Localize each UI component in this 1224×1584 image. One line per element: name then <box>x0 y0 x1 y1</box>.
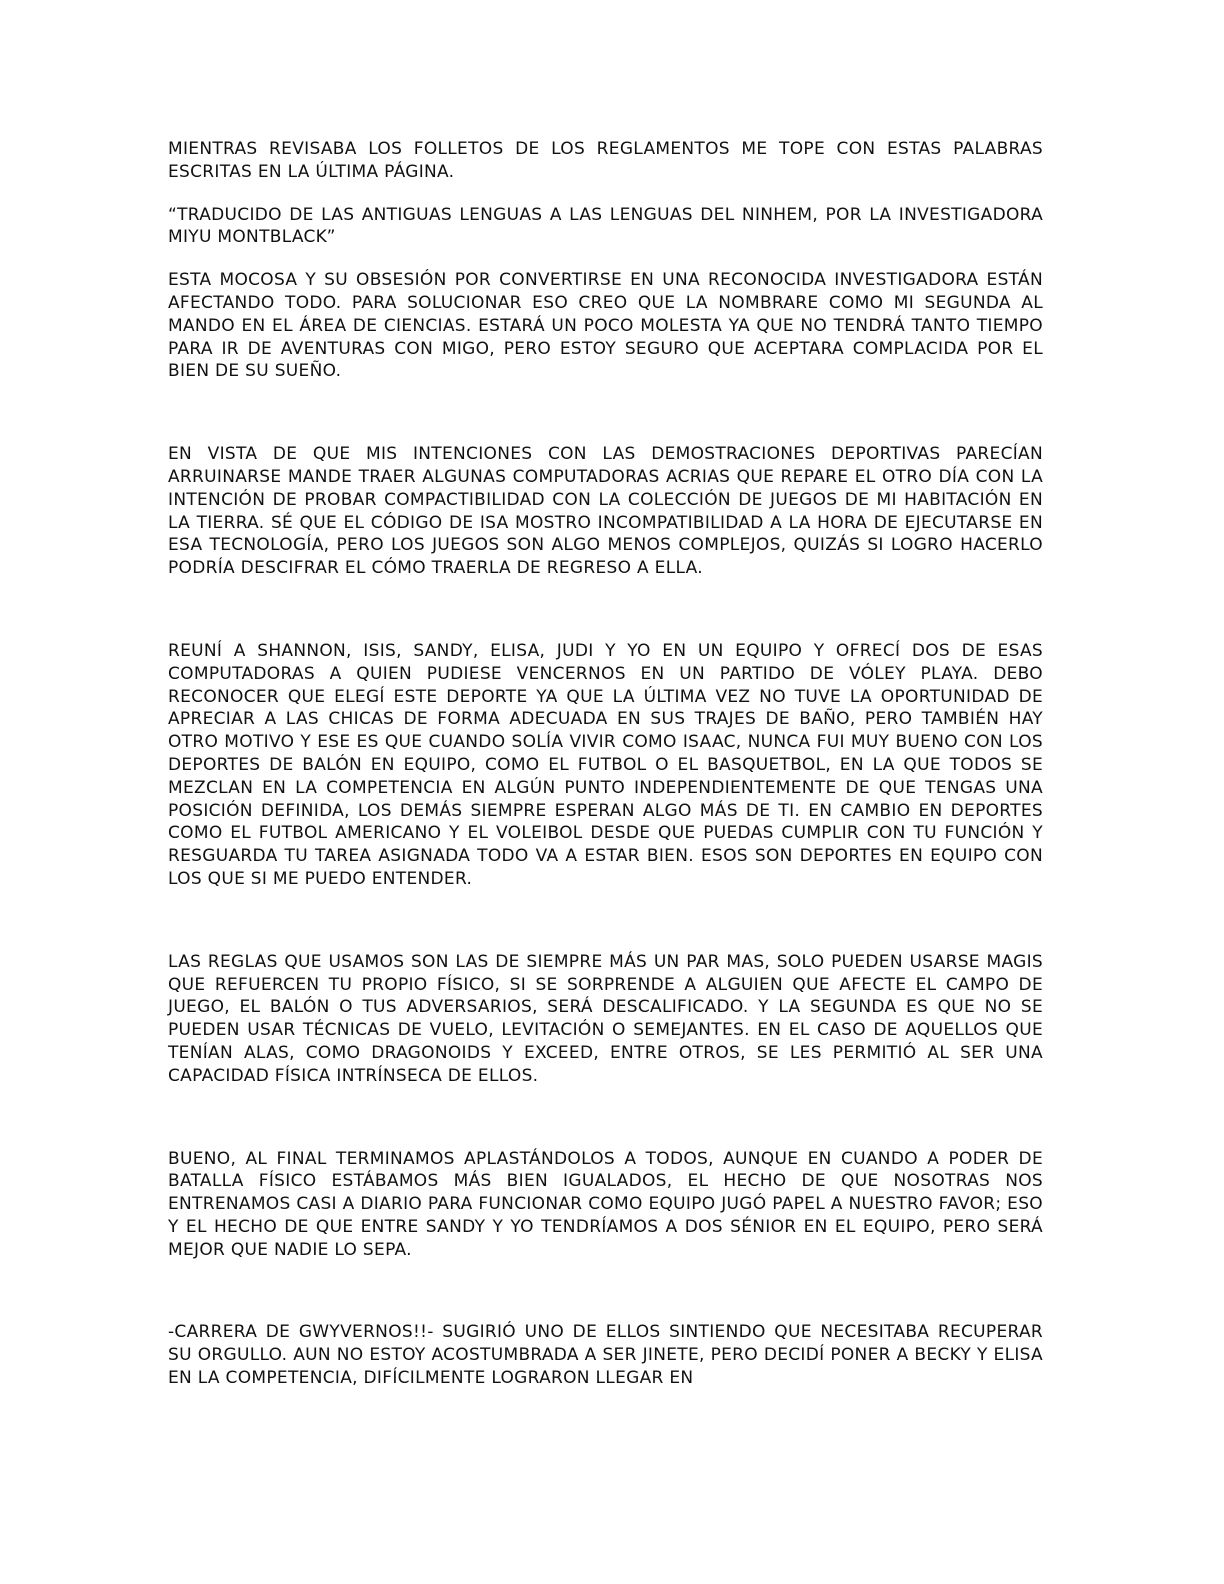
document-page <box>168 138 1043 1390</box>
paragraph-computers: EN VISTA DE QUE MIS INTENCIONES CON LAS DEMOSTRACIONES DEPORTIVAS PARECÍAN ARRUINARSE MANDE TRAER ALGUNAS COMPUTADORAS ACRIAS QUE REPARE EL OTRO DÍA CON LA INTENCIÓN DE PROBAR COMPACTIBILIDAD CON LA COLECCIÓN DE JUEGOS DE MI HABITACIÓN EN LA TIERRA. SÉ QUE EL CÓDIGO DE ISA MOSTRO INCOMPATIBILIDAD A LA HORA DE EJECUTARSE EN ESA TECNOLOGÍA, PERO LOS JUEGOS SON ALGO MENOS COMPLEJOS, QUIZÁS SI LOGRO HACERLO PODRÍA DESCIFRAR EL CÓMO TRAERLA DE REGRESO A ELLA. <box>168 444 1043 579</box>
paragraph-quote: “TRADUCIDO DE LAS ANTIGUAS LENGUAS A LAS LENGUAS DEL NINHEM, POR LA INVESTIGADORA MIYU MONTBLACK” <box>168 204 1043 248</box>
paragraph-race: -CARRERA DE GWYVERNOS!!- SUGIRIÓ UNO DE ELLOS SINTIENDO QUE NECESITABA RECUPERAR SU ORGULLO. AUN NO ESTOY ACOSTUMBRADA A SER JINETE, PERO DECIDÍ PONER A BECKY Y ELISA EN LA COMPETENCIA, DIFÍCILMENTE LOGRARON LLEGAR EN <box>168 1322 1043 1389</box>
paragraph-victory: BUENO, AL FINAL TERMINAMOS APLASTÁNDOLOS A TODOS, AUNQUE EN CUANDO A PODER DE BATALLA FÍSICO ESTÁBAMOS MÁS BIEN IGUALADOS, EL HECHO DE QUE NOSOTRAS NOS ENTRENAMOS CASI A DIARIO PARA FUNCIONAR COMO EQUIPO JUGÓ PAPEL A NUESTRO FAVOR; ESO Y EL HECHO DE QUE ENTRE SANDY Y YO TENDRÍAMOS A DOS SÉNIOR EN EL EQUIPO, PERO SERÁ MEJOR QUE NADIE LO SEPA. <box>168 1148 1043 1260</box>
paragraph-researcher: ESTA MOCOSA Y SU OBSESIÓN POR CONVERTIRSE EN UNA RECONOCIDA INVESTIGADORA ESTÁN AFECTANDO TODO. PARA SOLUCIONAR ESO CREO QUE LA NOMBRARE COMO MI SEGUNDA AL MANDO EN EL ÁREA DE CIENCIAS. ESTARÁ UN POCO MOLESTA YA QUE NO TENDRÁ TANTO TIEMPO PARA IR DE AVENTURAS CON MIGO, PERO ESTOY SEGURO QUE ACEPTARA COMPLACIDA POR EL BIEN DE SU SUEÑO. <box>168 270 1043 382</box>
paragraph-rulebook: MIENTRAS REVISABA LOS FOLLETOS DE LOS REGLAMENTOS ME TOPE CON ESTAS PALABRAS ESCRITAS EN LA ÚLTIMA PÁGINA. <box>168 139 1043 182</box>
paragraph-rules: LAS REGLAS QUE USAMOS SON LAS DE SIEMPRE MÁS UN PAR MAS, SOLO PUEDEN USARSE MAGIS QUE REFUERCEN TU PROPIO FÍSICO, SI SE SORPRENDE A ALGUIEN QUE AFECTE EL CAMPO DE JUEGO, EL BALÓN O TUS ADVERSARIOS, SERÁ DESCALIFICADO. Y LA SEGUNDA ES QUE NO SE PUEDEN USAR TÉCNICAS DE VUELO, LEVITACIÓN O SEMEJANTES. EN EL CASO DE AQUELLOS QUE TENÍAN ALAS, COMO DRAGONOIDS Y EXCEED, ENTRE OTROS, SE LES PERMITIÓ AL SER UNA CAPACIDAD FÍSICA INTRÍNSECA DE ELLOS. <box>168 951 1043 1086</box>
paragraph-volleyball: REUNÍ A SHANNON, ISIS, SANDY, ELISA, JUDI Y YO EN UN EQUIPO Y OFRECÍ DOS DE ESAS COMPUTADORAS A QUIEN PUDIESE VENCERNOS EN UN PARTIDO DE VÓLEY PLAYA. DEBO RECONOCER QUE ELEGÍ ESTE DEPORTE YA QUE LA ÚLTIMA VEZ NO TUVE LA OPORTUNIDAD DE APRECIAR A LAS CHICAS DE FORMA ADECUADA EN SUS TRAJES DE BAÑO, PERO TAMBIÉN HAY OTRO MOTIVO Y ESE ES QUE CUANDO SOLÍA VIVIR COMO ISAAC, NUNCA FUI MUY BUENO CON LOS DEPORTES DE BALÓN EN EQUIPO, COMO EL FUTBOL O EL BASQUETBOL, EN LA QUE TODOS SE MEZCLAN EN LA COMPETENCIA EN ALGÚN PUNTO INDEPENDIENTEMENTE DE QUE TENGAS UNA POSICIÓN DEFINIDA, LOS DEMÁS SIEMPRE ESPERAN ALGO MÁS DE TI. EN CAMBIO EN DEPORTES COMO EL FUTBOL AMERICANO Y EL VOLEIBOL DESDE QUE PUEDAS CUMPLIR CON TU FUNCIÓN Y RESGUARDA TU TAREA ASIGNADA TODO VA A ESTAR BIEN. ESOS SON DEPORTES EN EQUIPO CON LOS QUE SI ME PUEDO ENTENDER. <box>168 640 1043 889</box>
